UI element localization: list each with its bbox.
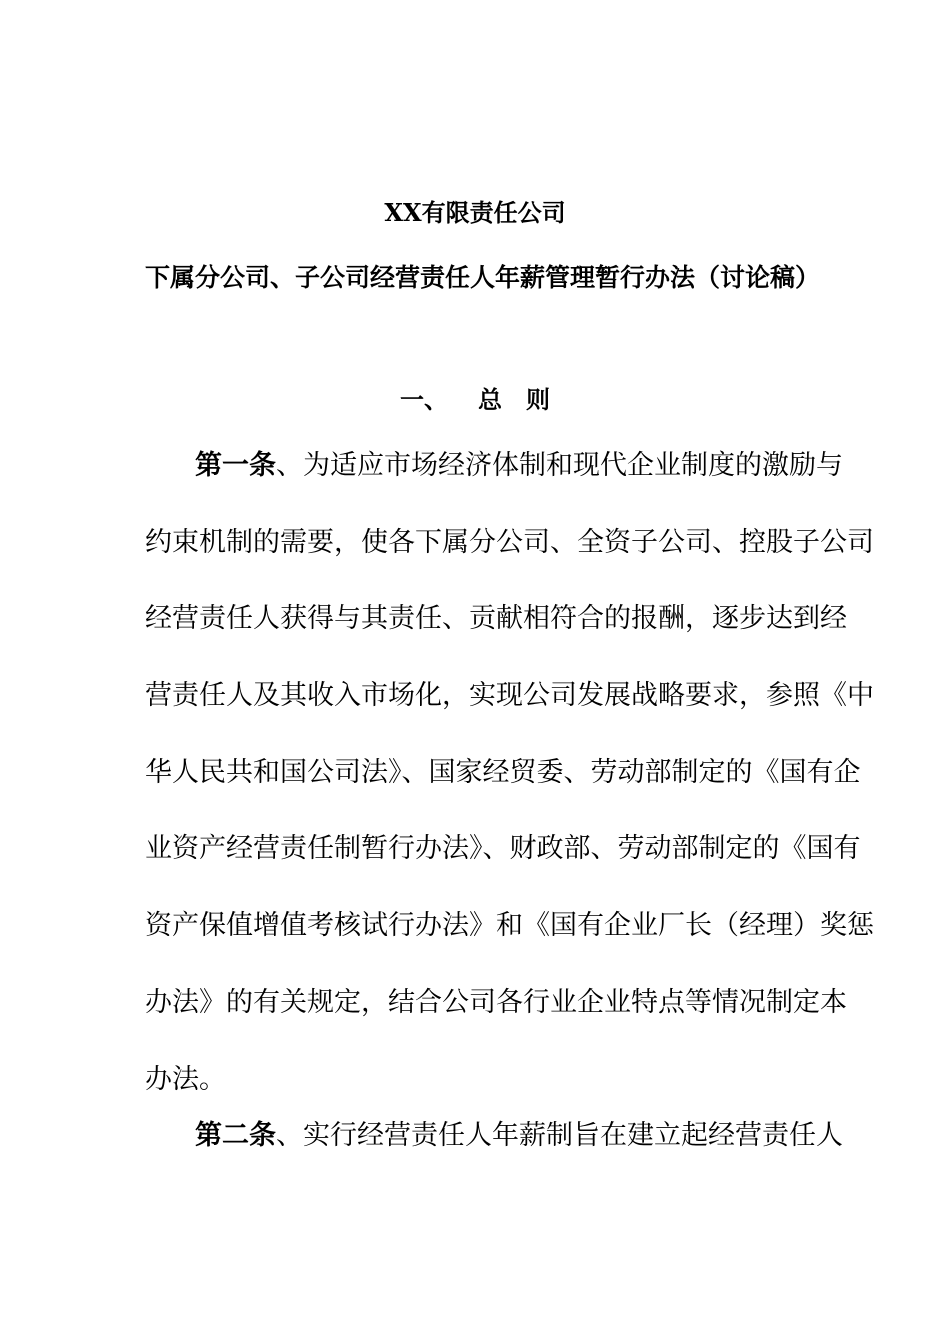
article-1-line-5: 华人民共和国公司法》、国家经贸委、劳动部制定的《国有企 (145, 756, 861, 788)
article-1-line-9: 办法。 (145, 1063, 226, 1095)
article-2-paragraph (145, 1098, 843, 1175)
section-heading-general (0, 385, 950, 415)
article-1-text-1: 、为适应市场经济体制和现代企业制度的激励与 (276, 450, 843, 481)
article-1-line-8: 办法》的有关规定，结合公司各行业企业特点等情况制定本 (145, 986, 847, 1018)
article-2-line-1 (145, 1098, 843, 1175)
article-1-paragraph (145, 428, 874, 1118)
section-number: 一、 (400, 385, 448, 414)
document-title-company: XX有限责任公司 (384, 198, 566, 227)
article-1-line-7: 资产保值增值考核试行办法》和《国有企业厂长（经理）奖惩 (145, 910, 874, 942)
article-2-label: 第二条 (195, 1120, 276, 1151)
section-title: 总 则 (478, 385, 550, 414)
article-1-line-1 (145, 428, 843, 505)
document-title-main: 下属分公司、子公司经营责任人年薪管理暂行办法（讨论稿） (145, 263, 821, 292)
article-2-text-1: 、实行经营责任人年薪制旨在建立起经营责任人 (276, 1120, 843, 1151)
article-1-line-6: 业资产经营责任制暂行办法》、财政部、劳动部制定的《国有 (145, 833, 861, 865)
article-1-line-4: 营责任人及其收入市场化，实现公司发展战略要求，参照《中 (145, 680, 874, 712)
article-1-line-2: 约束机制的需要，使各下属分公司、全资子公司、控股子公司 (145, 526, 874, 558)
article-1-line-3: 经营责任人获得与其责任、贡献相符合的报酬，逐步达到经 (145, 603, 847, 635)
article-1-label: 第一条 (195, 450, 276, 481)
